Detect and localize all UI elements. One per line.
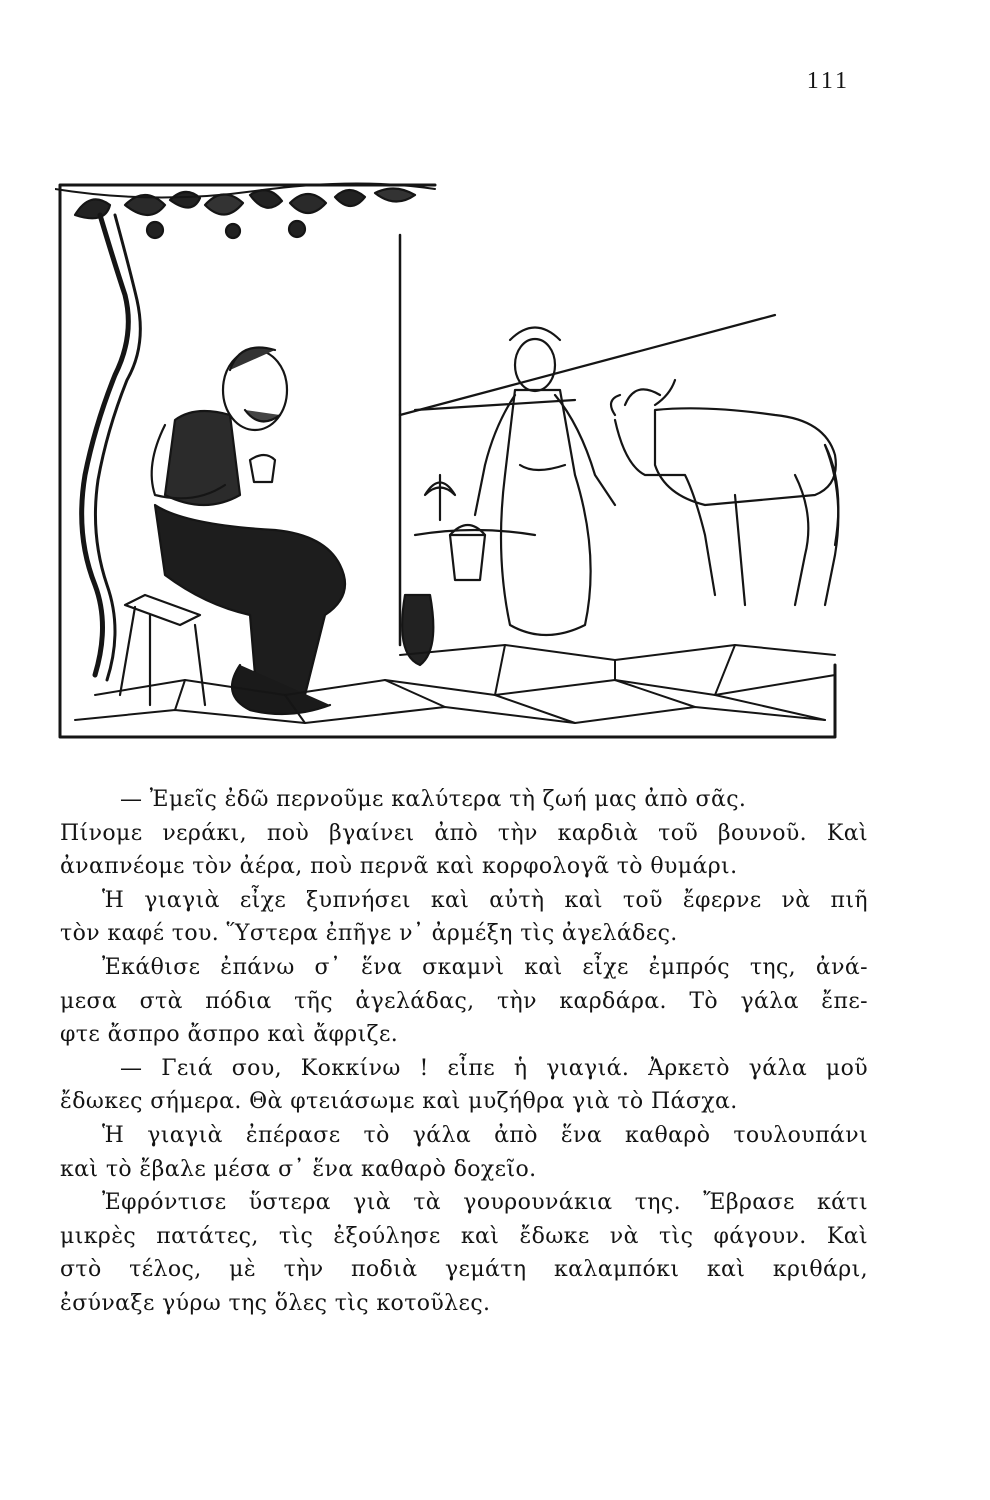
text-line: φτε ἄσπρο ἄσπρο καὶ ἄφριζε. bbox=[60, 1022, 399, 1048]
text-body bbox=[60, 783, 868, 1321]
text-line: Ἐκάθισε ἐπάνω σ᾿ ἕνα σκαμνὶ καὶ εἶχε ἐμπρός της, ἀνά- bbox=[102, 954, 868, 980]
text-line: τὸν καφέ του. Ὕστερα ἐπῆγε ν᾿ ἀρμέξη τὶς ἀγελάδες. bbox=[60, 921, 678, 947]
text-line: Ἐφρόντισε ὕστερα γιὰ τὰ γουρουνάκια της. Ἔβρασε κάτι bbox=[102, 1190, 868, 1216]
text-line: καὶ τὸ ἔβαλε μέσα σ᾿ ἕνα καθαρὸ δοχεῖο. bbox=[60, 1156, 537, 1182]
text-line: μικρὲς πατάτες, τὶς ἐξούλησε καὶ ἔδωκε νὰ τὶς φάγουν. Καὶ bbox=[60, 1223, 868, 1249]
text-line: ἀναπνέομε τὸν ἀέρα, ποὺ περνᾶ καὶ κορφολογᾶ τὸ θυμάρι. bbox=[60, 854, 738, 880]
text-line: — Ἐμεῖς ἐδῶ περνοῦμε καλύτερα τὴ ζωή μας ἀπὸ σᾶς. bbox=[120, 787, 747, 812]
text-line: Ἡ γιαγιὰ ἐπέρασε τὸ γάλα ἀπὸ ἕνα καθαρὸ τουλουπάνι bbox=[102, 1122, 868, 1148]
cow-figure bbox=[611, 380, 838, 605]
text-line: ἔδωκες σήμερα. Θὰ φτειάσωμε καὶ μυζήθρα γιὰ τὸ Πάσχα. bbox=[60, 1089, 738, 1115]
vine-leaves-icon bbox=[55, 183, 435, 238]
old-man-figure bbox=[120, 348, 345, 715]
text-line: Πίνομε νεράκι, ποὺ βγαίνει ἀπὸ τὴν καρδιὰ τοῦ βουνοῦ. Καὶ bbox=[60, 820, 868, 846]
text-line: ἐσύναξε γύρω της ὅλες τὶς κοτοῦλες. bbox=[60, 1290, 491, 1316]
page-number: 111 bbox=[806, 68, 850, 94]
woman-figure bbox=[450, 328, 615, 636]
text-line: Ἡ γιαγιὰ εἶχε ξυπνήσει καὶ αὐτὴ καὶ τοῦ ἔφερνε νὰ πιῆ bbox=[102, 887, 868, 913]
text-line: — Γειά σου, Κοκκίνω ! εἶπε ἡ γιαγιά. Ἀρκετὸ γάλα μοῦ bbox=[120, 1055, 868, 1081]
farmyard-illustration bbox=[55, 175, 855, 745]
text-line: μεσα στὰ πόδια τῆς ἀγελάδας, τὴν καρδάρα. Τὸ γάλα ἔπε- bbox=[60, 988, 868, 1014]
text-line: στὸ τέλος, μὲ τὴν ποδιὰ γεμάτη καλαμπόκι καὶ κριθάρι, bbox=[60, 1257, 868, 1283]
